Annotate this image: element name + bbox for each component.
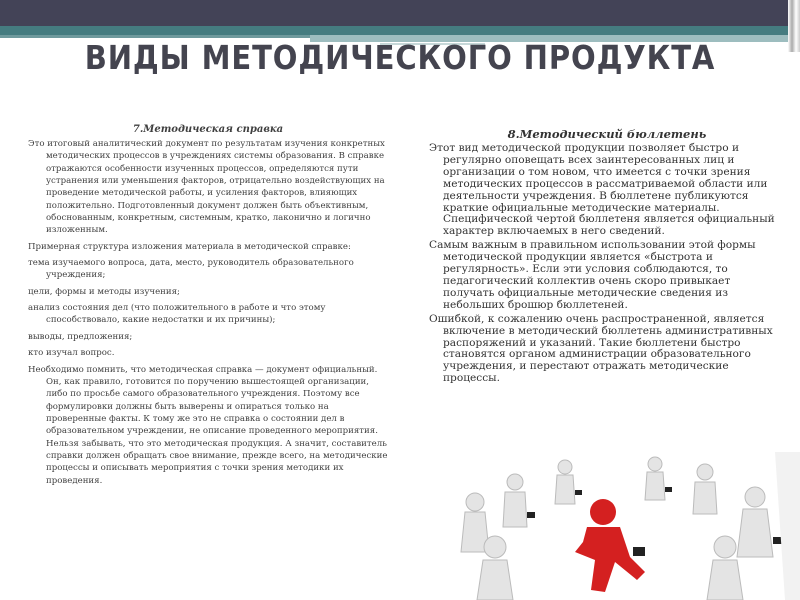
paragraph: анализ состояния дел (что положительного в работе и что этому способствовало, какие недостатки и их причины); <box>28 303 326 326</box>
leader-figures-illustration <box>455 452 800 600</box>
paragraph: Ошибкой, к сожалению очень распространенной, является включение в методический бюллетень административных распоряжений и указаний. Такие бюллетени быстро становятся органом администрации образовательного учреждения, и перестают отражать методические процессы. <box>429 312 773 385</box>
paragraph: Самым важным в правильном использовании этой формы методической продукции является «быстрота и регулярность». Если эти условия соблюдаются, то педагогический коллектив очень скоро привыкает получать официальные методические сведения из небольших брошюр бюллетеней. <box>429 239 756 311</box>
slide-edge <box>788 0 800 52</box>
section-bulletin <box>429 127 785 387</box>
section-heading: 7.Методическая справка <box>132 124 284 135</box>
slide-title: ВИДЫ МЕТОДИЧЕСКОГО ПРОДУКТА <box>84 38 716 77</box>
paragraph: Это итоговый аналитический документ по результатам изучения конкретных методических процессов в учреждениях системы образования. В справке отражаются особенности изученных процессов, определяются пути устранения или уменьшения факторов, отрицательно воздействующих на проведение методической работы, и усиления факторов, влияющих положительно. Подготовленный документ должен быть объективным, обоснованным, конкретным, системным, кратко, лаконично и логично изложенным. <box>28 139 385 236</box>
paragraph: кто изучал вопрос. <box>28 348 115 359</box>
paragraph: цели, формы и методы изучения; <box>28 286 180 297</box>
header-bar <box>0 0 800 26</box>
header-stripe <box>0 26 800 35</box>
section-heading: 8.Методический бюллетень <box>507 127 707 141</box>
paragraph: Примерная структура изложения материала в методической справке: <box>28 241 351 252</box>
red-leader-figure <box>575 499 645 592</box>
paragraph: выводы, предложения; <box>28 331 133 342</box>
paragraph: Необходимо помнить, что методическая справка — документ официальный. Он, как правило, готовится по поручению вышестоящей организации, либо по просьбе самого образовательного учреждения. Поэтому все формулировки должны быть выверены и опираться только на проверенные факты. К тому же это не справка о состоянии дел в образовательном учреждении, не описание проведенного мероприятия. Нельзя забывать, что это методическая продукция. А значит, составитель справки должен обращать свое внимание, прежде всего, на методические процессы и описывать мероприятия с точки зрения методики их проведения. <box>28 364 388 486</box>
paragraph: Этот вид методической продукции позволяет быстро и регулярно оповещать всех заинтересованных лиц и организации о том новом, что имеется с точки зрения методических процессов в рассматриваемой области или деятельности учреждения. В бюллетене публикуются краткие официальные методические материалы. Специфической чертой бюллетеня является официальный характер включаемых в него сведений. <box>429 142 775 238</box>
paragraph: тема изучаемого вопроса, дата, место, руководитель образовательного учреждения; <box>28 258 354 281</box>
section-reference <box>28 123 388 491</box>
